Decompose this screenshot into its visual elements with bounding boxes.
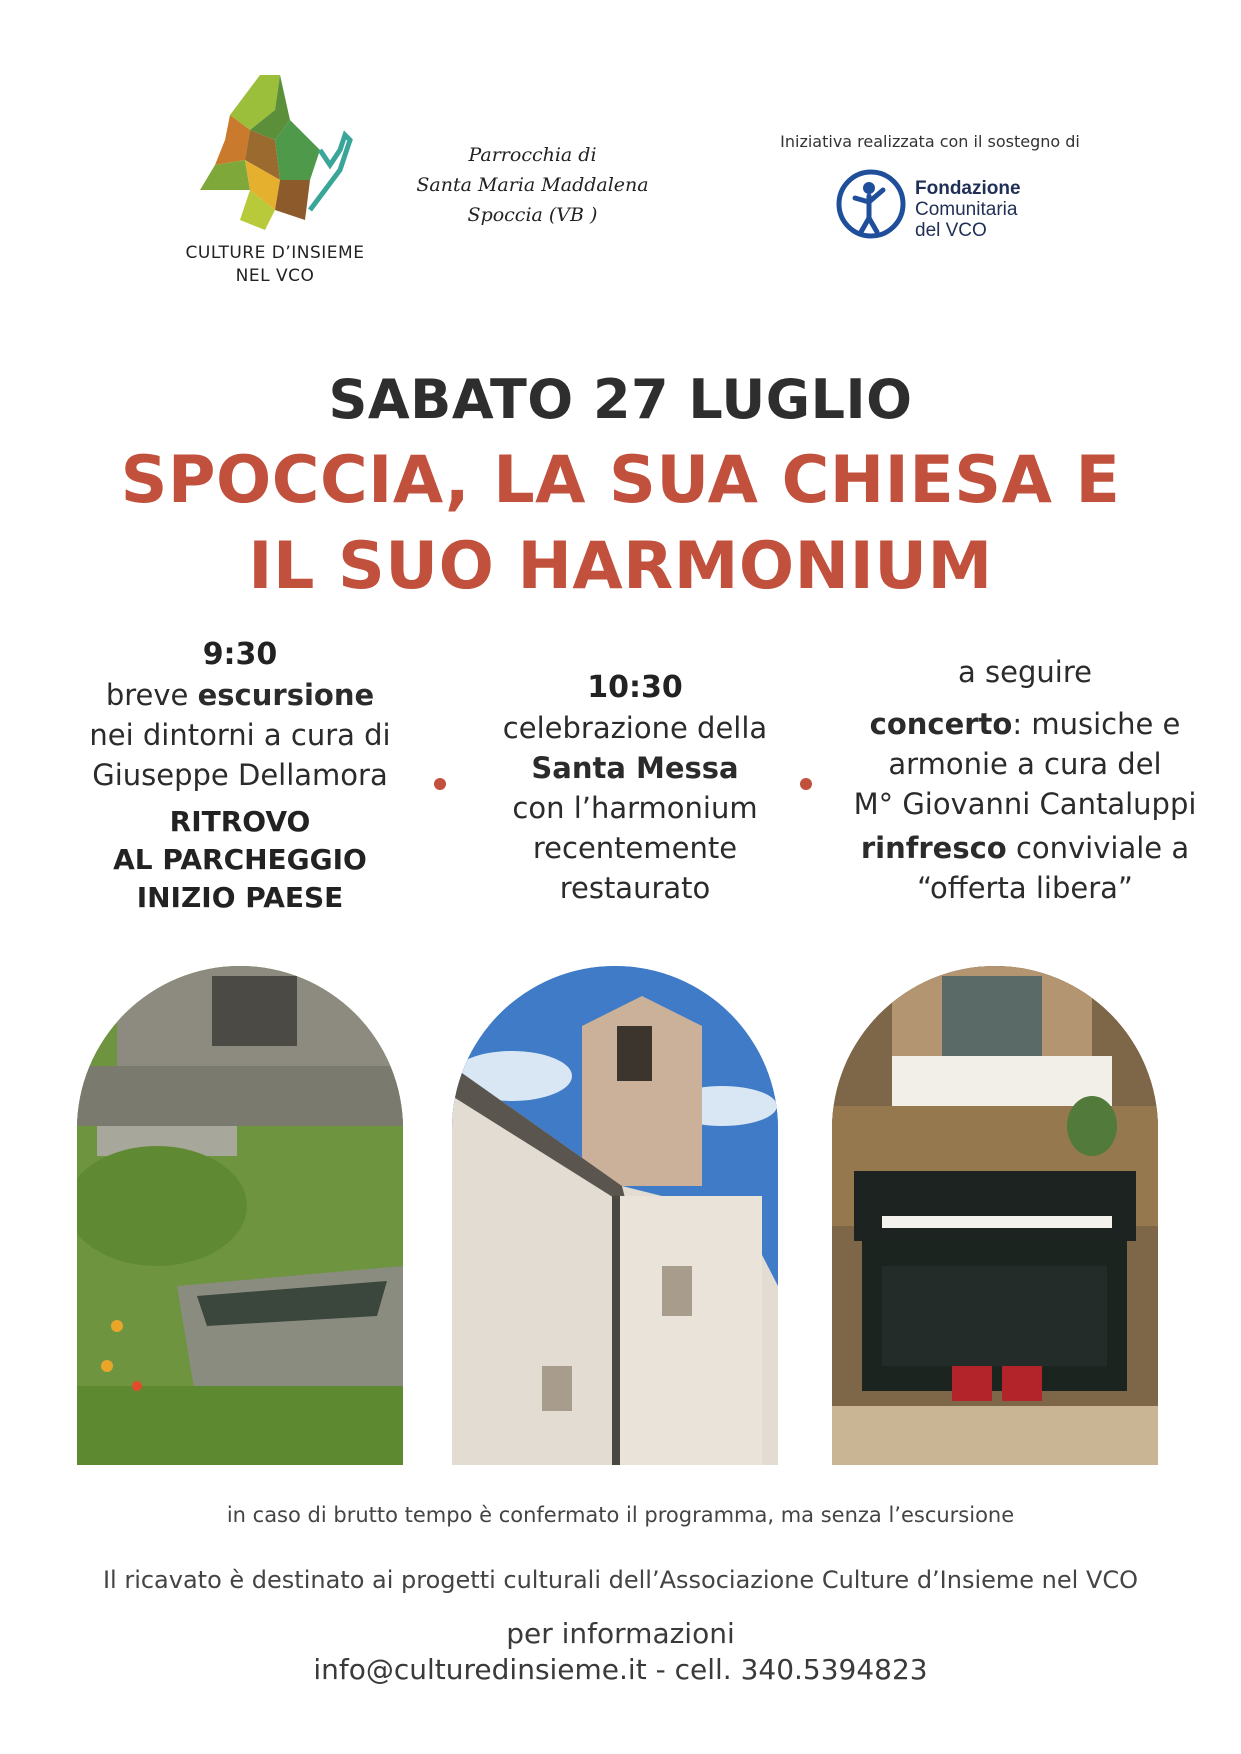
program-mass	[435, 668, 835, 908]
excursion-line-2: nei dintorni a cura di	[89, 718, 391, 752]
program-excursion	[40, 635, 440, 917]
concert-intro: a seguire	[958, 655, 1092, 689]
mass-line-5: restaurato	[559, 871, 711, 905]
logo-text	[170, 242, 380, 288]
refreshment-line-1	[820, 828, 1230, 868]
mass-time: 10:30	[587, 670, 683, 705]
weather-note: in caso di brutto tempo è confermato il programma, ma senza l’escursione	[226, 1503, 1015, 1527]
event-date: SABATO 27 LUGLIO	[328, 368, 913, 431]
proceeds-note: Il ricavato è destinato ai progetti culturali dell’Associazione Culture d’Insieme nel VCO	[102, 1566, 1139, 1594]
refreshment-line-2: “offerta libera”	[917, 871, 1133, 905]
parish-line-3: Spoccia (VB )	[467, 204, 598, 226]
fountain-photo	[77, 966, 403, 1465]
concert-line-3: M° Giovanni Cantaluppi	[853, 787, 1197, 821]
contact-info: info@culturedinsieme.it - cell. 340.5394823	[313, 1653, 928, 1686]
excursion-line-1	[40, 675, 440, 715]
mass-line-3: con l’harmonium	[512, 791, 758, 825]
parish-line-2: Santa Maria Maddalena	[416, 174, 649, 196]
parish-info	[395, 140, 670, 230]
concert-rest: : musiche e	[1012, 707, 1181, 741]
parish-line-1: Parrocchia di	[468, 144, 597, 166]
event-title	[0, 438, 1241, 610]
church-photo	[452, 966, 778, 1465]
mass-bold: Santa Messa	[531, 751, 739, 785]
fondazione-line-2: Comunitaria	[915, 199, 1018, 220]
logo-line-1: CULTURE D’INSIEME	[185, 243, 365, 263]
excursion-line-3: Giuseppe Dellamora	[92, 758, 388, 792]
separator-dot	[800, 778, 812, 790]
mass-line-1: celebrazione della	[502, 711, 768, 745]
program-concert	[820, 652, 1230, 908]
meeting-line-2: AL PARCHEGGIO	[113, 843, 367, 876]
mass-line-4: recentemente	[532, 831, 738, 865]
concert-line-1	[820, 704, 1230, 744]
excursion-time: 9:30	[202, 637, 278, 672]
meeting-line-3: INIZIO PAESE	[136, 881, 344, 914]
support-text: Iniziativa realizzata con il sostegno di	[780, 132, 1080, 151]
refreshment-bold: rinfresco	[860, 831, 1007, 865]
fondazione-icon	[835, 168, 907, 240]
fondazione-line-1: Fondazione	[915, 178, 1021, 199]
refreshment-rest: conviviale a	[1006, 831, 1190, 865]
concert-bold: concerto	[869, 707, 1013, 741]
mass-line-2	[435, 748, 835, 788]
culture-insieme-logo	[170, 60, 370, 290]
fondazione-text	[915, 178, 1021, 241]
vco-map-icon	[190, 70, 360, 240]
info-label: per informazioni	[506, 1617, 735, 1650]
meeting-line-1: RITROVO	[169, 805, 311, 838]
meeting-point	[40, 803, 440, 917]
excursion-bold: escursione	[197, 678, 375, 712]
fondazione-logo	[835, 168, 1155, 248]
event-title-line-2: IL SUO HARMONIUM	[248, 529, 993, 604]
event-title-line-1: SPOCCIA, LA SUA CHIESA E	[120, 443, 1121, 518]
concert-line-2: armonie a cura del	[888, 747, 1162, 781]
fondazione-line-3: del VCO	[915, 220, 987, 241]
logo-line-2: NEL VCO	[235, 266, 315, 286]
excursion-pre: breve	[105, 678, 198, 712]
harmonium-photo	[832, 966, 1158, 1465]
